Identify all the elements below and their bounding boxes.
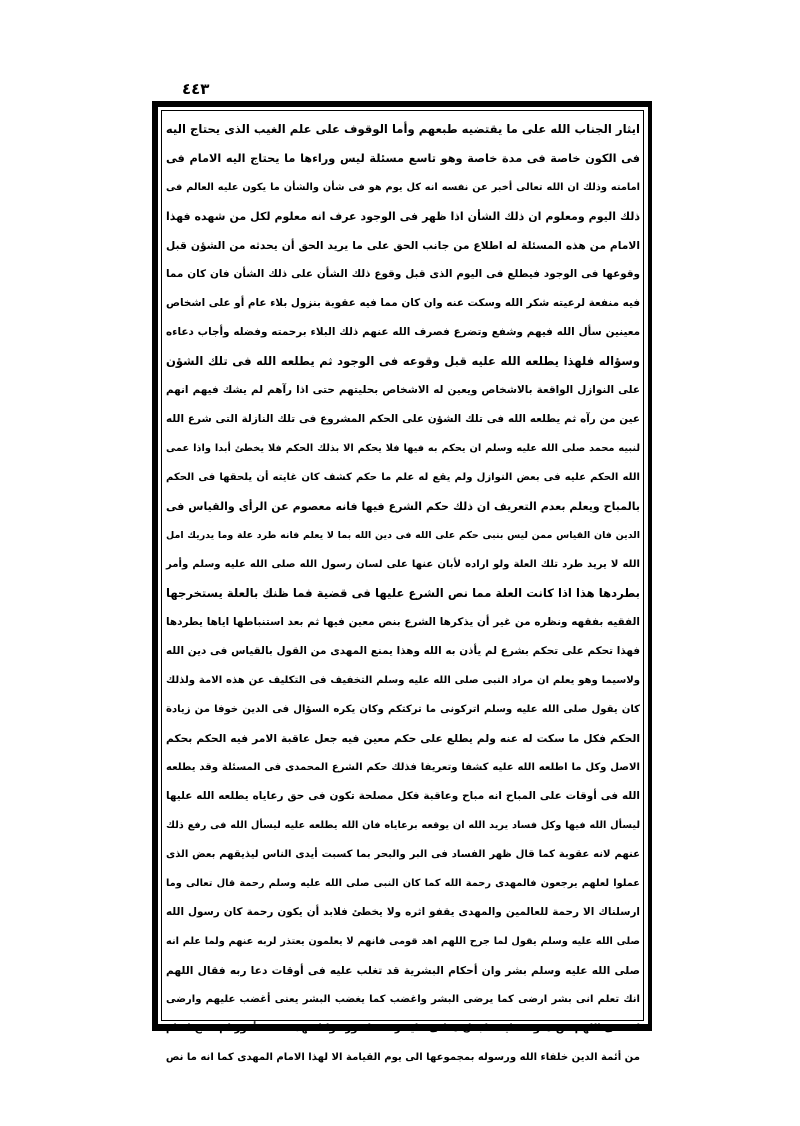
text-line: بطردها هذا اذا كانت العلة مما نص الشرع عليها فى قضية فما ظنك بالعلة يستخرجها: [166, 586, 640, 600]
text-line: ذلك اليوم ومعلوم ان ذلك الشأن اذا ظهر فى الوجود عرف انه معلوم لكل من شهده فهذا: [166, 210, 640, 223]
body-text: [165, 115, 640, 1063]
text-line: وسؤاله فلهذا يطلعه الله عليه قبل وقوعه فى الوجود ثم يطلعه الله فى تلك الشؤن: [166, 354, 640, 368]
text-line: بالمباح ويعلم بعدم التعريف ان ذلك حكم الشرع فيها فانه معصوم عن الرأى والقياس فى: [166, 500, 640, 513]
text-line: الله الحكم عليه فى بعض النوازل ولم يقع له علم ما حكم كشف كان غايته أن يلحقها فى الحكم: [166, 472, 640, 483]
text-line: صلى الله عليه وسلم يقول لما جرح اللهم اهد قومى فانهم لا يعلمون يعتذر لربه عنهم ولما علم انه: [166, 936, 640, 947]
text-line: الله لا يريد طرد تلك العلة ولو اراده لأبان عنها على لسان رسول الله صلى الله عليه وسلم وأمر: [166, 559, 640, 570]
text-line: الله فى أوقات على المباح انه مباح وعاقبة فكل مصلحة تكون فى حق رعاياه يطلعه الله عليها: [166, 790, 640, 802]
text-line: فهذا تحكم على تحكم بشرع لم يأذن به الله وهذا يمنع المهدى من القول بالقياس فى دين الله: [166, 645, 640, 657]
text-line: فى الكون خاصة فى مدة خاصة وهو تاسع مسئلة ليس وراءها ما يحتاج اليه الامام فى: [166, 152, 640, 165]
text-line: عنهم لانه عقوبة كما قال ظهر الفساد فى البر والبحر بما كسبت أيدى الناس ليذيقهم بعض الذى: [166, 849, 640, 860]
text-line: على النوازل الواقعة بالاشخاص ويعين له الاشخاص بحليتهم حتى اذا رآهم لم يشك فيهم انهم: [166, 384, 640, 396]
text-line: الامام من هذه المسئلة له اطلاع من جانب الحق على ما يريد الحق أن يحدثه من الشؤن قبل: [166, 239, 640, 252]
text-line: وقوعها فى الوجود فيطلع فى اليوم الذى قبل وقوع ذلك الشأن على ذلك الشأن فان كان مما: [166, 268, 640, 280]
text-line: ارسلناك الا رحمة للعالمين والمهدى يقفو اثره ولا يخطئ فلابد أن يكون رحمة كان رسول الله: [166, 906, 640, 918]
text-line: معينين سأل الله فيهم وشفع وتضرع فصرف الله عنهم ذلك البلاء برحمته وفضله وأجاب دعاءه: [166, 326, 640, 338]
text-line: عملوا لعلهم يرجعون فالمهدى رحمة الله كما كان النبى صلى الله عليه وسلم رحمة قال تعالى وما: [166, 878, 640, 889]
text-line: صلى الله عليه وسلم بشر وان أحكام البشرية قد تغلب عليه فى أوقات دعا ربه فقال اللهم: [166, 964, 640, 977]
text-line: عين من رآه ثم يطلعه الله فى تلك الشؤن على الحكم المشروع فى تلك النازلة التى شرع الله: [166, 413, 640, 425]
text-line: انك تعلم انى بشر ارضى كما يرضى البشر واغضب كما يغضب البشر يعنى أغضب عليهم وارضى: [166, 994, 640, 1005]
page-number: ٤٤٣: [182, 80, 210, 98]
text-line: من أئمة الدين خلفاء الله ورسوله بمجموعها الى يوم القيامة الا لهذا الامام المهدى كما انه ما نص: [165, 1052, 640, 1063]
text-line: ولاسيما وهو يعلم ان مراد النبى صلى الله عليه وسلم التخفيف فى التكليف عن هذه الامة ولذلك: [166, 675, 640, 686]
text-line: امامته وذلك ان الله تعالى أخبر عن نفسه انه كل يوم هو فى شأن والشأن ما يكون عليه العالم فى: [166, 182, 640, 193]
text-line: ليسأل الله فيها وكل فساد يريد الله ان يوقعه برعاياه فان الله يطلعه عليه ليسأل الله فى رفع ذلك: [166, 820, 640, 831]
text-line: كان يقول صلى الله عليه وسلم اتركونى ما تركتكم وكان يكره السؤال فى الدين خوفا من زيادة: [166, 704, 640, 715]
text-line: ایثار الجناب الله على ما يقتضيه طبعهم وأما الوقوف على علم الغيب الذى يحتاج اليه: [165, 122, 640, 136]
text-line: لنبيه محمد صلى الله عليه وسلم ان يحكم به فيها فلا يحكم الا بذلك الحكم فلا يخطئ أبدا واذا عمى: [166, 443, 640, 454]
text-line: الاصل وكل ما اطلعه الله عليه كشفا وتعريفا فذلك حكم الشرع المحمدى فى المسئلة وقد يطلعه: [166, 762, 640, 773]
text-line: الدين فان القياس ممن ليس بنبى حكم على الله فى دين الله بما لا يعلم فانه طرد علة وما يدريك امل: [166, 530, 640, 541]
text-line: لنفسى اللهم من دعوت عليه فاجعل دعائى عليه رحمة له ورضوانا فهذه تسعة أمور لم تصح لامام: [166, 1023, 640, 1034]
text-line: فيه منفعة لرعيته شكر الله وسكت عنه وان كان مما فيه عقوبة بنزول بلاء عام أو على اشخاص: [166, 297, 640, 309]
text-line: الفقيه بفقهه ونظره من غير أن يذكرها الشرع بنص معين فيها ثم بعد استنباطها اياها يطردها: [166, 616, 640, 628]
text-line: الحكم فكل ما سكت له عنه ولم يطلع على حكم معين فيه جعل عاقبة الامر فيه الحكم بحكم: [166, 732, 640, 745]
